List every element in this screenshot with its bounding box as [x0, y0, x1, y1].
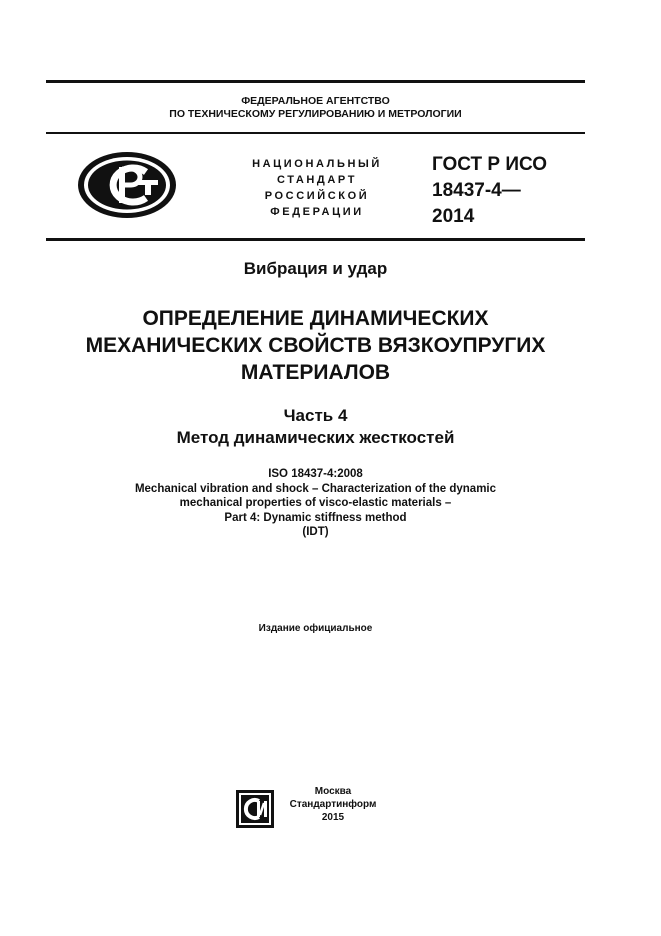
main-title-line-1: ОПРЕДЕЛЕНИЕ ДИНАМИЧЕСКИХ: [142, 307, 489, 330]
iso-line-4: Part 4: Dynamic stiffness method: [224, 511, 407, 524]
topic-text: Вибрация и удар: [243, 259, 388, 278]
top-rule: [46, 80, 585, 83]
main-title-line-3: МАТЕРИАЛОВ: [240, 361, 391, 384]
standard-type-line-2: СТАНДАРТ: [276, 174, 358, 186]
standartinform-logo-icon: [235, 789, 275, 829]
agency-line-1: ФЕДЕРАЛЬНОЕ АГЕНТСТВО: [241, 95, 390, 107]
edition-label: [46, 622, 585, 635]
agency-line-2: ПО ТЕХНИЧЕСКОМУ РЕГУЛИРОВАНИЮ И МЕТРОЛОГИИ: [169, 108, 462, 120]
part-name: Метод динамических жесткостей: [176, 428, 455, 447]
part-title: [46, 405, 585, 449]
standard-number-line-1: ГОСТ Р ИСО: [432, 154, 548, 175]
iso-reference: [46, 467, 585, 540]
standard-type-line-1: НАЦИОНАЛЬНЫЙ: [252, 158, 382, 170]
publisher-block: [235, 785, 385, 830]
standard-number: [432, 152, 582, 230]
middle-rule: [46, 132, 585, 134]
bottom-rule: [46, 238, 585, 241]
main-title-line-2: МЕХАНИЧЕСКИХ СВОЙСТВ ВЯЗКОУПРУГИХ: [85, 334, 546, 357]
rst-gost-logo-icon: [76, 150, 178, 220]
agency-header: [46, 95, 585, 121]
standard-number-line-2: 18437-4—: [432, 180, 521, 201]
topic-title: [46, 258, 585, 280]
publisher-year: 2015: [321, 812, 345, 823]
standard-type-line-3: РОССИЙСКОЙ: [264, 190, 370, 202]
main-title: [46, 305, 585, 386]
publisher-city: Москва: [314, 786, 352, 797]
national-standard-label: [222, 156, 412, 220]
publisher-text: [279, 785, 387, 824]
part-number: Часть 4: [283, 406, 348, 425]
iso-line-1: ISO 18437-4:2008: [268, 468, 363, 480]
edition-text: Издание официальное: [258, 623, 373, 634]
iso-line-2: Mechanical vibration and shock – Characterization of the dynamic: [134, 482, 497, 495]
standard-type-line-4: ФЕДЕРАЦИИ: [270, 206, 364, 218]
iso-line-5: (IDT): [302, 526, 329, 538]
iso-line-3: mechanical properties of visco-elastic materials –: [179, 497, 452, 509]
standard-number-line-3: 2014: [432, 206, 475, 227]
publisher-name: Стандартинформ: [289, 799, 377, 810]
